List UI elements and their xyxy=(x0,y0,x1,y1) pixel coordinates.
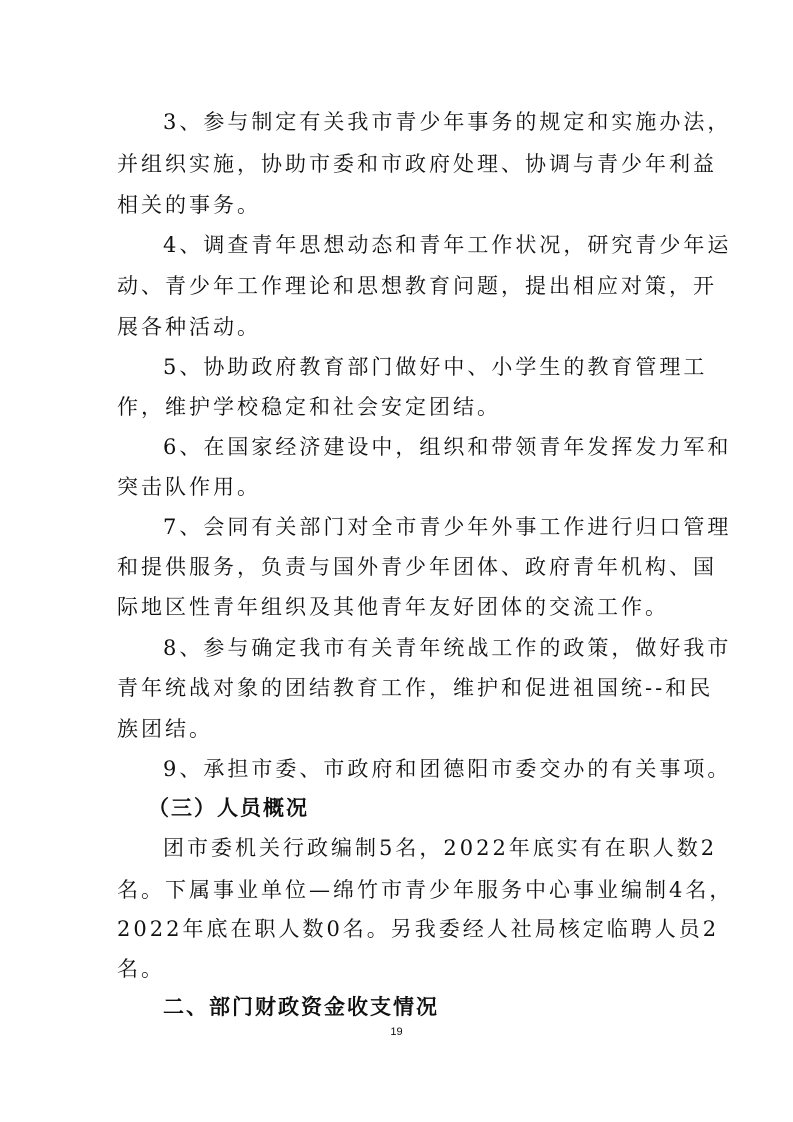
item-3-line-3: 相关的事务。 xyxy=(117,193,261,217)
item-6-line-1: 6、在国家经济建设中，组织和带领青年发挥发力军和 xyxy=(163,435,732,459)
item-8-line-3: 族团结。 xyxy=(117,717,213,741)
item-9-line-1: 9、承担市委、市政府和团德阳市委交办的有关事项。 xyxy=(163,757,732,781)
item-6-line-2: 突击队作用。 xyxy=(117,475,261,499)
item-4-line-2: 动、青少年工作理论和思想教育问题，提出相应对策，开 xyxy=(117,274,717,298)
item-7-line-1: 7、会同有关部门对全市青少年外事工作进行归口管理 xyxy=(163,515,732,539)
section-heading: 二、部门财政资金收支情况 xyxy=(163,995,439,1019)
item-7-line-2: 和提供服务，负责与国外青少年团体、政府青年机构、国 xyxy=(117,555,717,579)
item-4-line-1: 4、调查青年思想动态和青年工作状况，研究青少年运 xyxy=(163,233,732,257)
staff-line-2: 名。下属事业单位—绵竹市青少年服务中心事业编制4名， xyxy=(117,878,734,902)
item-5-line-2: 作，维护学校稳定和社会安定团结。 xyxy=(117,395,501,419)
staff-line-4: 名。 xyxy=(117,957,165,981)
item-4-line-3: 展各种活动。 xyxy=(117,315,261,339)
item-5-line-1: 5、协助政府教育部门做好中、小学生的教育管理工 xyxy=(163,355,708,379)
item-7-line-3: 际地区性青年组织及其他青年友好团体的交流工作。 xyxy=(117,595,669,619)
item-8-line-1: 8、参与确定我市有关青年统战工作的政策，做好我市 xyxy=(163,636,732,660)
item-3-line-2: 并组织实施，协助市委和市政府处理、协调与青少年利益 xyxy=(117,152,717,176)
staff-overview-heading: （三）人员概况 xyxy=(148,796,309,820)
item-8-line-2: 青年统战对象的团结教育工作，维护和促进祖国统--和民 xyxy=(117,676,714,700)
staff-line-3: 2022年底在职人数0名。另我委经人社局核定临聘人员2 xyxy=(117,917,720,941)
staff-line-1: 团市委机关行政编制5名，2022年底实有在职人数2 xyxy=(163,836,718,860)
item-3-line-1: 3、参与制定有关我市青少年事务的规定和实施办法， xyxy=(163,110,732,134)
page-number: 19 xyxy=(390,1026,403,1038)
